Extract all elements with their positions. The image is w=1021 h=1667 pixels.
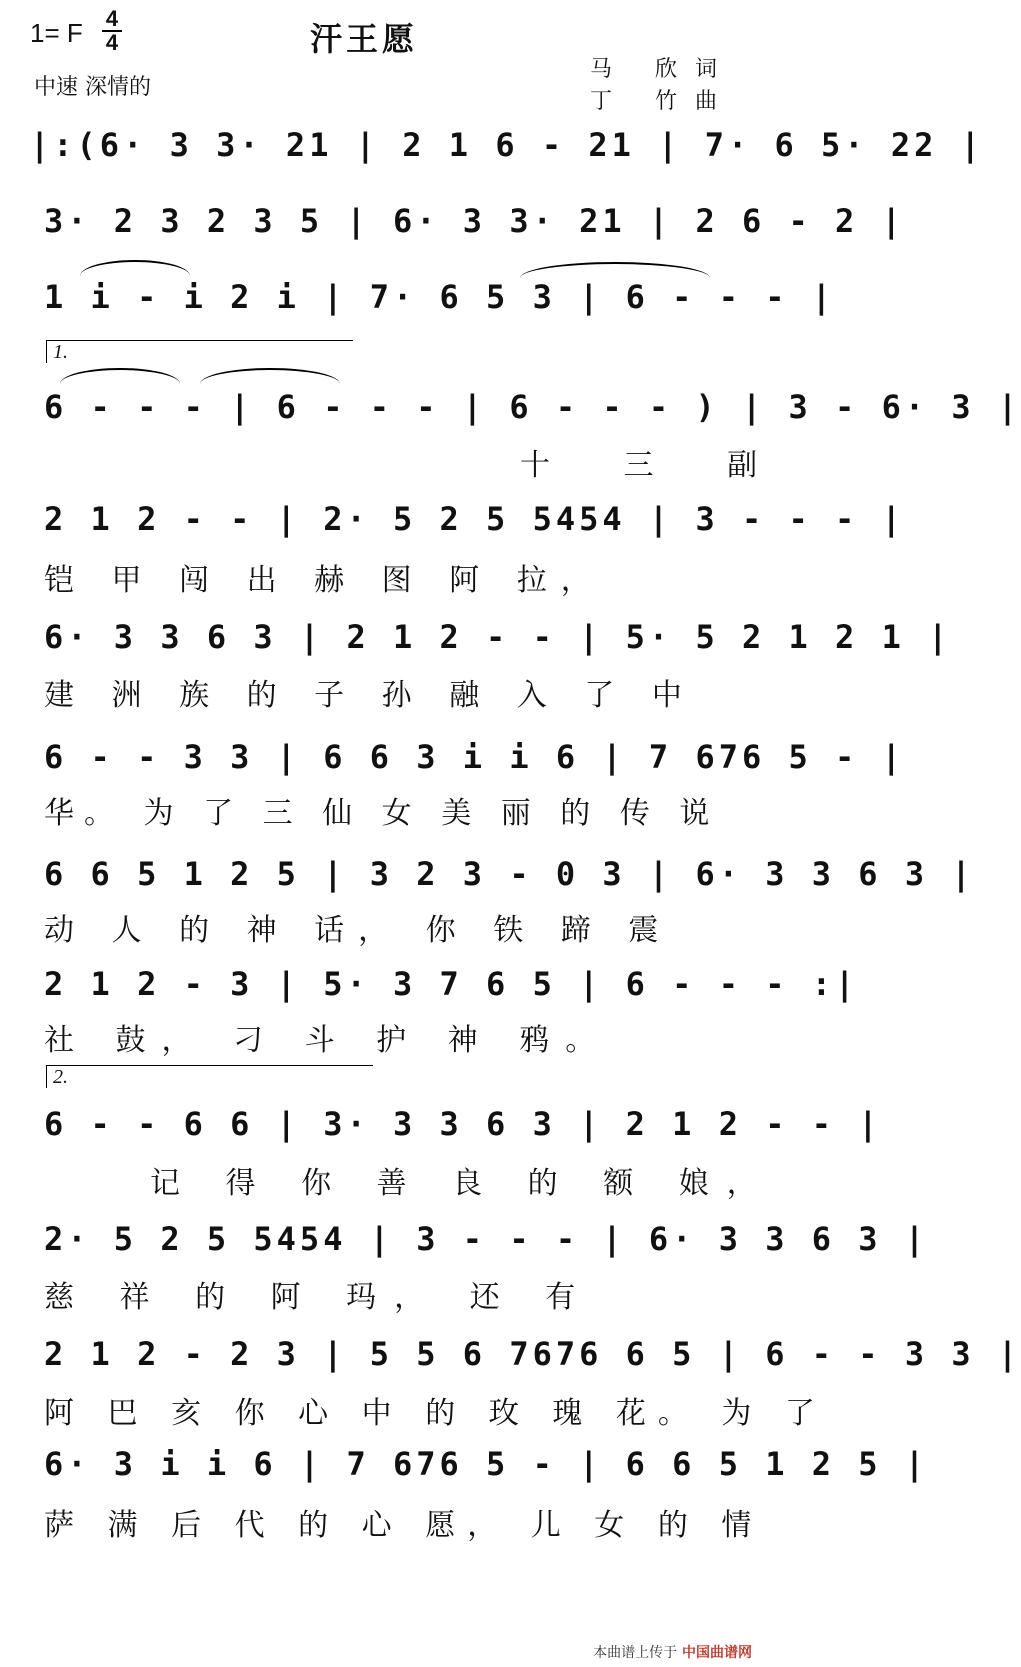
lyric-line-6: 建 洲 族 的 子 孙 融 入 了 中 [44,678,696,713]
lyric-line-11: 慈 祥 的 阿 玛， 还 有 [44,1280,594,1315]
score-line-9: 2 1 2 - 3 | 5· 3 7 6 5 | 6 - - - :| [44,965,859,1003]
score-line-2: 3· 2 3 2 3 5 | 6· 3 3· 21 | 2 6 - 2 | [44,202,905,240]
score-line-7: 6 - - 3 3 | 6 6 3 i i 6 | 7 676 5 - | [44,738,905,776]
footer-label: 本曲谱上传于 [593,1645,678,1661]
second-ending-bracket: 2. [46,1065,373,1088]
score-line-5: 2 1 2 - - | 2· 5 2 5 5454 | 3 - - - | [44,500,905,538]
slur [60,368,180,384]
song-title: 汗王愿 [310,20,419,58]
lyric-line-9: 社 鼓， 刁 斗 护 神 鸦。 [44,1023,612,1058]
slur [520,262,710,278]
score-line-1: |:(6· 3 3· 21 | 2 1 6 - 21 | 7· 6 5· 22 | [30,126,984,164]
composer-credit: 丁 竹曲 [590,89,735,114]
score-line-13: 6· 3 i i 6 | 7 676 5 - | 6 6 5 1 2 5 | [44,1445,929,1483]
tempo-marking: 中速 深情的 [34,75,151,100]
footer-credit [593,1642,752,1662]
score-line-10: 6 - - 6 6 | 3· 3 3 6 3 | 2 1 2 - - | [44,1105,882,1143]
time-top: 4 [105,6,119,31]
footer-site: 中国曲谱网 [682,1645,752,1661]
lyric-line-5: 铠 甲 闯 出 赫 图 阿 拉， [44,563,605,598]
lyric-line-4: 十 三 副 [520,448,790,483]
key-signature: 1= F [30,18,83,48]
time-bottom: 4 [105,30,119,55]
score-line-12: 2 1 2 - 2 3 | 5 5 6 7676 6 5 | 6 - - 3 3 | [44,1335,1021,1373]
score-line-4: 6 - - - | 6 - - - | 6 - - - ) | 3 - 6· 3 | [44,388,1021,426]
lyric-line-12: 阿 巴 亥 你 心 中 的 玫 瑰 花。 为 了 [44,1396,827,1431]
lyric-line-8: 动 人 的 神 话， 你 铁 蹄 震 [44,913,673,948]
slur [80,260,190,276]
score-line-11: 2· 5 2 5 5454 | 3 - - - | 6· 3 3 6 3 | [44,1220,929,1258]
time-signature [100,8,124,54]
lyric-line-7: 华。 为 了 三 仙 女 美 丽 的 传 说 [44,796,720,831]
score-line-3: 1 i - i 2 i | 7· 6 5 3 | 6 - - - | [44,278,836,316]
first-ending-bracket: 1. [46,340,353,363]
lyric-line-10: 记 得 你 善 良 的 额 娘， [150,1166,775,1201]
score-line-8: 6 6 5 1 2 5 | 3 2 3 - 0 3 | 6· 3 3 6 3 | [44,855,975,893]
slur [200,368,340,384]
lyricist-credit: 马 欣词 [590,57,735,82]
score-line-6: 6· 3 3 6 3 | 2 1 2 - - | 5· 5 2 1 2 1 | [44,618,952,656]
lyric-line-13: 萨 满 后 代 的 心 愿， 儿 女 的 情 [44,1508,764,1543]
